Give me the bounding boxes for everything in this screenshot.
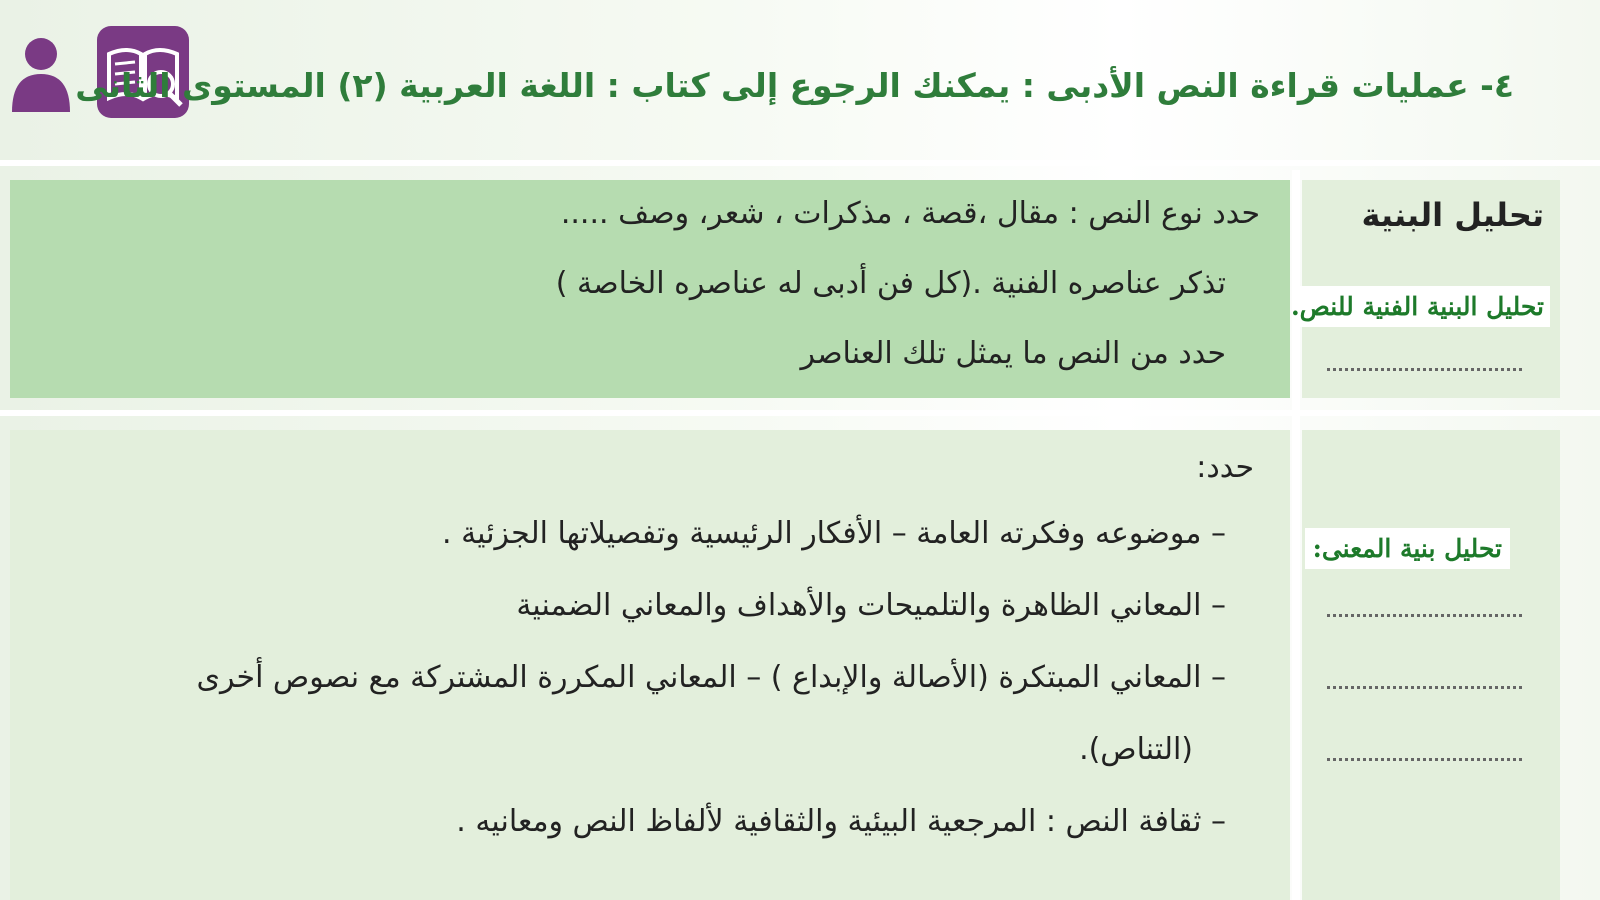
divider bbox=[0, 410, 1600, 416]
meaning-item: (التناص). bbox=[1079, 732, 1193, 767]
person-icon bbox=[10, 34, 72, 114]
structure-line: تذكر عناصره الفنية .(كل فن أدبى له عناصره الخاصة ) bbox=[555, 266, 1226, 301]
structure-line: حدد نوع النص : مقال ،قصة ، مذكرات ، شعر، وصف ..... bbox=[560, 196, 1260, 231]
column-divider bbox=[1292, 170, 1300, 900]
page-title: ٤- عمليات قراءة النص الأدبى : يمكنك الرجوع إلى كتاب : اللغة العربية (٢) المستوى الثانى bbox=[75, 66, 1514, 105]
divider bbox=[0, 160, 1600, 166]
tag-structure: تحليل البنية الفنية للنص. bbox=[1298, 286, 1550, 327]
meaning-item: – ثقافة النص : المرجعية البيئية والثقافية لألفاظ النص ومعانيه . bbox=[456, 804, 1226, 839]
tag-meaning: تحليل بنية المعنى: bbox=[1305, 528, 1510, 569]
meaning-heading: حدد: bbox=[1196, 450, 1254, 485]
meaning-side-panel bbox=[1302, 430, 1560, 900]
side-title: تحليل البنية bbox=[1361, 196, 1544, 234]
dotted-line bbox=[1327, 686, 1522, 689]
dotted-line bbox=[1327, 368, 1522, 371]
dotted-line bbox=[1327, 614, 1522, 617]
header bbox=[0, 22, 1600, 132]
meaning-item: – موضوعه وفكرته العامة – الأفكار الرئيسية وتفصيلاتها الجزئية . bbox=[442, 516, 1226, 551]
dotted-line bbox=[1327, 758, 1522, 761]
meaning-item: – المعاني الظاهرة والتلميحات والأهداف والمعاني الضمنية bbox=[516, 588, 1226, 623]
structure-line: حدد من النص ما يمثل تلك العناصر bbox=[800, 336, 1226, 371]
meaning-item: – المعاني المبتكرة (الأصالة والإبداع ) – المعاني المكررة المشتركة مع نصوص أخرى bbox=[196, 660, 1226, 695]
